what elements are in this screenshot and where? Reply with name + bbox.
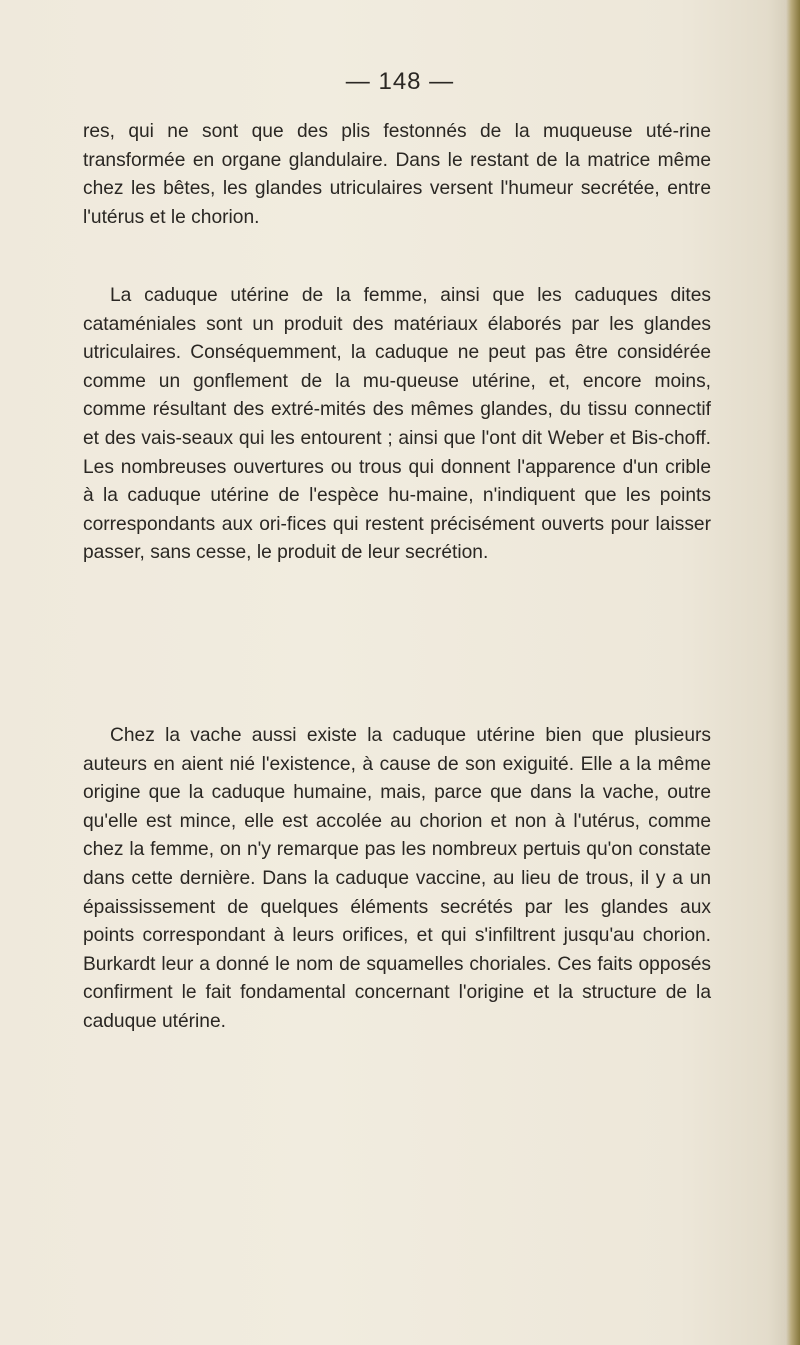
paragraph-caduque-femme: La caduque utérine de la femme, ainsi que les caduques dites cataméniales sont un produit des matériaux élaborés par les glandes utriculaires. Conséquemment, la caduque ne peut pas être considérée comme un gonflement de la mu-queuse utérine, et, encore moins, comme résultant des extré-mités des mêmes glandes, du tissu connectif et des vais-seaux qui les entourent ; ainsi que l'ont dit Weber et Bis-choff. Les nombreuses ouvertures ou trous qui donnent l'apparence d'un crible à la caduque utérine de l'espèce hu-maine, n'indiquent que les points correspondants aux ori-fices qui restent précisément ouverts pour laisser passer, sans cesse, le produit de leur secrétion.	[83, 285, 711, 564]
paragraph-continuation: res, qui ne sont que des plis festonnés de la muqueuse uté-rine transformée en organe glandulaire. Dans le restant de la matrice même chez les bêtes, les glandes utriculaires versent l'humeur secrétée, entre l'utérus et le chorion.	[83, 121, 711, 228]
page-number: — 148 —	[345, 68, 455, 95]
paragraph-caduque-vache: Chez la vache aussi existe la caduque utérine bien que plusieurs auteurs en aient nié l'existence, à cause de son exiguité. Elle a la même origine que la caduque humaine, mais, parce que dans la vache, outre qu'elle est mince, elle est accolée au chorion et non à l'utérus, comme chez la femme, on n'y remarque pas les nombreux pertuis qu'on constate dans cette dernière. Dans la caduque vaccine, au lieu de trous, il y a un épaississement de quelques éléments secrétés par les glandes aux points correspondant à leurs orifices, et qui s'infiltrent jusqu'au chorion. Burkardt leur a donné le nom de squamelles choriales. Ces faits opposés confirment le fait fondamental concernant l'origine et la structure de la caduque utérine.	[83, 725, 711, 1032]
page-edge-shadow	[786, 0, 800, 1345]
